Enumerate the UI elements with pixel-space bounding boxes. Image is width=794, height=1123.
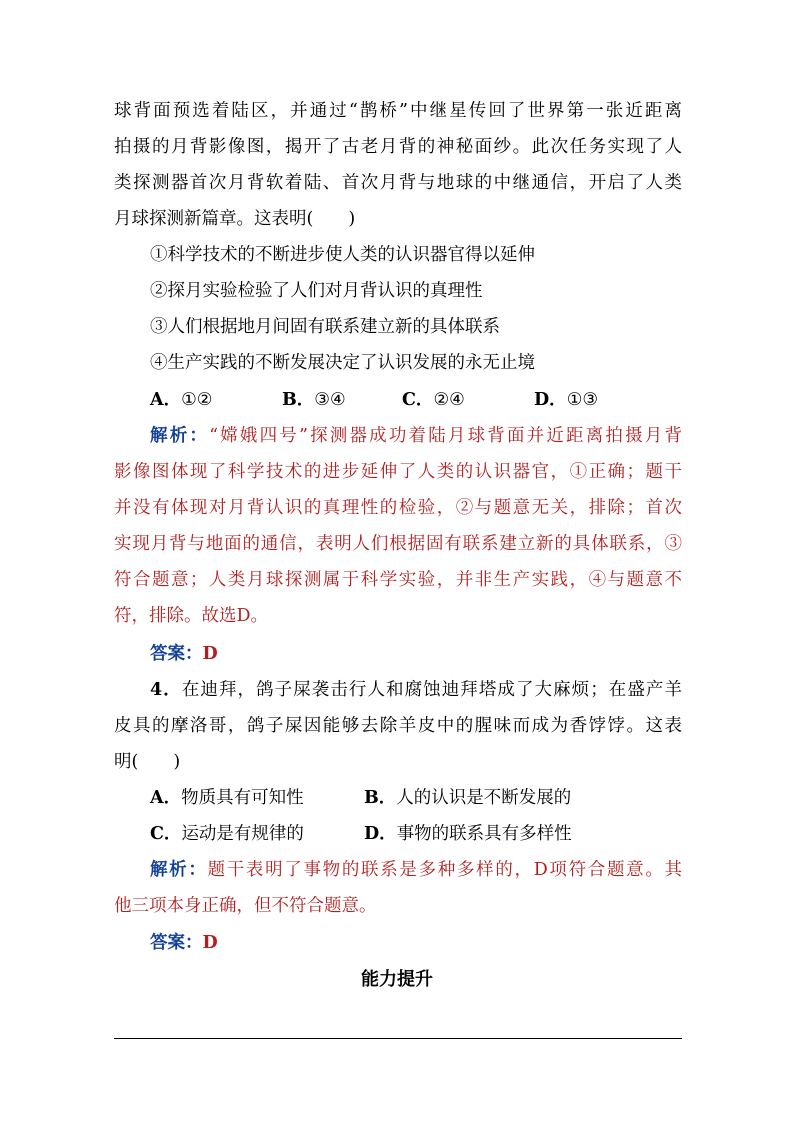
- answer-value: D: [202, 644, 218, 664]
- q3-analysis-line: 实现月背与地面的通信，表明人们根据固有联系建立新的具体联系，③: [114, 534, 682, 554]
- q3-stem-line: 拍摄的月背影像图，揭开了古老月背的神秘面纱。此次任务实现了人: [114, 137, 682, 157]
- q3-analysis-line: 符合题意；人类月球探测属于科学实验，并非生产实践，④与题意不: [114, 570, 682, 590]
- question-number: 4．: [150, 680, 182, 700]
- q3-statement: ①科学技术的不断进步使人类的认识器官得以延伸: [150, 245, 535, 265]
- divider-line: [114, 1038, 682, 1039]
- q4-option-c: [150, 816, 304, 852]
- answer-label: 答案：: [150, 644, 203, 664]
- option-label: B．: [282, 390, 315, 410]
- option-label: B．: [364, 788, 397, 808]
- q3-statement: ④生产实践的不断发展决定了认识发展的永无止境: [150, 353, 535, 373]
- q3-answer: [150, 636, 682, 672]
- q4-option-b: [364, 780, 571, 816]
- q3-analysis-line: 并没有体现对月背认识的真理性的检验，②与题意无关，排除；首次: [114, 498, 682, 518]
- q3-statement: ②探月实验检验了人们对月背认识的真理性: [150, 281, 483, 301]
- q3-option-c: [402, 382, 465, 418]
- option-text: 物质具有可知性: [181, 788, 304, 808]
- q4-stem-line: 明( ): [114, 752, 181, 772]
- q3-option-b: [282, 382, 346, 418]
- option-text: ③④: [314, 390, 346, 410]
- option-label: A．: [150, 390, 182, 410]
- q3-stem-line: 球背面预选着陆区，并通过“鹊桥”中继星传回了世界第一张近距离: [114, 101, 682, 121]
- q3-stem-line: 类探测器首次月背软着陆、首次月背与地球的中继通信，开启了人类: [114, 173, 682, 193]
- option-label: A．: [150, 788, 182, 808]
- q4-analysis-line: [150, 852, 682, 888]
- option-label: D．: [534, 390, 567, 410]
- option-text: ②④: [433, 390, 465, 410]
- q4-stem-line: 皮具的摩洛哥，鸽子屎因能够去除羊皮中的腥味而成为香饽饽。这表: [114, 716, 682, 736]
- option-text: ①③: [566, 390, 599, 410]
- q4-option-d: [364, 816, 572, 852]
- option-label: C．: [402, 390, 434, 410]
- q3-option-d: [534, 382, 598, 418]
- option-label: D．: [364, 824, 397, 844]
- q4-stem-line: [150, 672, 682, 708]
- analysis-text: “嫦娥四号”探测器成功着陆月球背面并近距离拍摄月背: [209, 426, 682, 446]
- q3-statement: ③人们根据地月间固有联系建立新的具体联系: [150, 317, 500, 337]
- section-title: 能力提升: [361, 969, 433, 990]
- answer-label: 答案：: [150, 933, 203, 953]
- q4-option-a: [150, 780, 304, 816]
- option-text: 人的认识是不断发展的: [396, 788, 572, 808]
- analysis-label: 解析：: [150, 860, 208, 880]
- option-text: 事物的联系具有多样性: [396, 824, 572, 844]
- q3-analysis-line: 影像图体现了科学技术的进步延伸了人类的认识器官，①正确；题干: [114, 462, 682, 482]
- analysis-text: 题干表明了事物的联系是多种多样的，D项符合题意。其: [207, 860, 682, 880]
- q4-analysis-line: 他三项本身正确，但不符合题意。: [114, 896, 377, 916]
- q4-answer: [150, 925, 682, 961]
- q4-stem-text: 在迪拜，鸽子屎袭击行人和腐蚀迪拜塔成了大麻烦；在盛产羊: [181, 680, 682, 700]
- answer-value: D: [202, 933, 218, 953]
- q3-analysis-line: [150, 418, 682, 454]
- analysis-label: 解析：: [150, 426, 210, 446]
- option-text: ①②: [181, 390, 213, 410]
- q3-stem-line: 月球探测新篇章。这表明( ): [114, 209, 356, 229]
- option-label: C．: [150, 824, 182, 844]
- option-text: 运动是有规律的: [181, 824, 304, 844]
- q3-option-a: [150, 382, 212, 418]
- q3-analysis-line: 符，排除。故选D。: [114, 606, 269, 626]
